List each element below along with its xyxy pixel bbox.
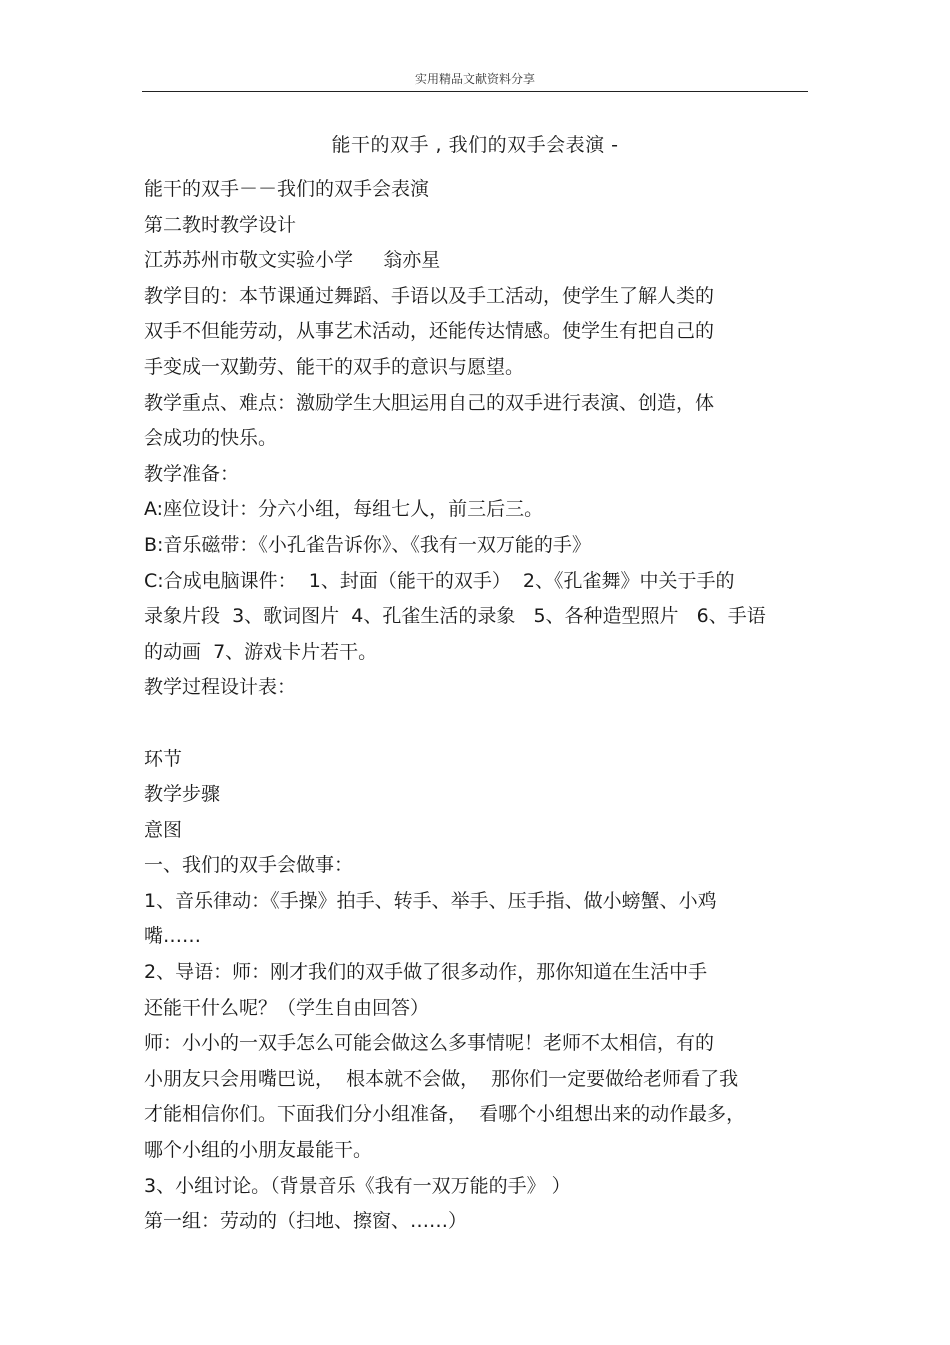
body-line: 3、小组讨论。（背景音乐《我有一双万能的手》 ） (144, 1174, 571, 1197)
body-line: 还能干什么呢？（学生自由回答） (144, 996, 430, 1019)
body-line: 的动画 7、游戏卡片若干。 (144, 640, 378, 663)
body-line: 教学重点、难点：激励学生大胆运用自己的双手进行表演、创造，体 (144, 391, 715, 414)
body-line: 师：小小的一双手怎么可能会做这么多事情呢！老师不太相信，有的 (144, 1032, 715, 1055)
body-line: 环节 (144, 747, 183, 770)
body-line: 手变成一双勤劳、能干的双手的意识与愿望。 (144, 355, 525, 378)
document-title: 能干的双手 , 我们的双手会表演 - (331, 134, 619, 156)
header-divider (142, 91, 808, 92)
body-line: 录象片段 3、歌词图片 4、孔雀生活的录象 5、各种造型照片 6、手语 (144, 605, 766, 628)
body-line: 教学目的：本节课通过舞蹈、手语以及手工活动，使学生了解人类的 (144, 284, 715, 307)
body-line: 一、我们的双手会做事： (144, 854, 354, 877)
body-line: 小朋友只会用嘴巴说， 根本就不会做， 那你们一定要做给老师看了我 (144, 1067, 739, 1090)
page-header: 实用精品文献资料分享 (414, 72, 535, 86)
body-line: 会成功的快乐。 (144, 427, 278, 450)
body-line: 哪个小组的小朋友最能干。 (144, 1139, 373, 1162)
body-line: 第二教时教学设计 (144, 213, 297, 236)
body-line: 教学步骤 (144, 783, 221, 806)
body-line: 教学过程设计表： (144, 676, 297, 699)
body-line: 教学准备： (144, 462, 240, 485)
body-line: 江苏苏州市敬文实验小学 翁亦星 (144, 249, 441, 272)
body-line: 能干的双手－－我们的双手会表演 (144, 178, 430, 200)
body-line: 1、音乐律动：《手操》拍手、转手、举手、压手指、做小螃蟹、小鸡 (144, 889, 717, 912)
document-body (144, 172, 808, 1240)
body-line: C:合成电脑课件： 1、封面（能干的双手） 2、《孔雀舞》中关于手的 (144, 569, 735, 592)
body-line: B:音乐磁带：《小孔雀告诉你》、《我有一双万能的手》 (144, 533, 591, 556)
body-line: 嘴…… (144, 925, 202, 948)
body-line: 双手不但能劳动，从事艺术活动，还能传达情感。使学生有把自己的 (144, 320, 715, 343)
body-line: A:座位设计：分六小组，每组七人，前三后三。 (144, 498, 544, 521)
body-line: 才能相信你们。下面我们分小组准备， 看哪个小组想出来的动作最多， (144, 1103, 746, 1126)
blank-line (144, 706, 808, 742)
body-line: 第一组：劳动的（扫地、擦窗、……） (144, 1210, 468, 1233)
body-line: 2、导语：师：刚才我们的双手做了很多动作，那你知道在生活中手 (144, 961, 708, 984)
body-line: 意图 (144, 818, 183, 841)
